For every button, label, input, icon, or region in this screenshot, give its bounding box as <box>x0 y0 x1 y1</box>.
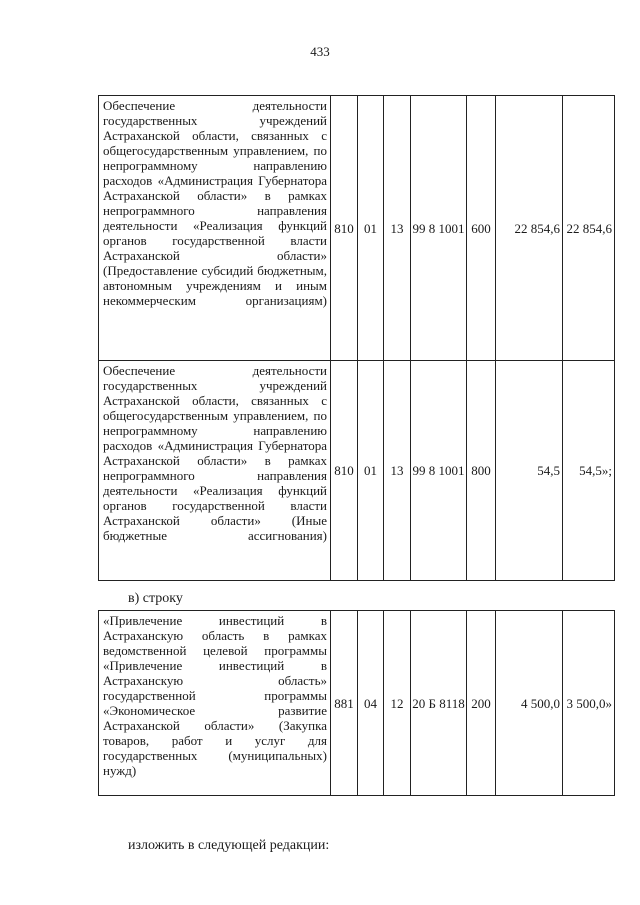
table-row <box>99 361 615 581</box>
target-article-code: 99 8 1001 <box>411 361 467 581</box>
expense-type-code: 600 <box>467 96 496 361</box>
amount-1: 22 854,6 <box>496 96 563 361</box>
budget-table-1 <box>98 95 615 581</box>
page-number: 433 <box>310 44 330 59</box>
budget-table-2 <box>98 610 615 796</box>
caption-new-wording: изложить в следующей редакции: <box>128 838 330 853</box>
amount-2: 22 854,6 <box>563 96 615 361</box>
expense-type-code: 800 <box>467 361 496 581</box>
amount-1: 4 500,0 <box>496 611 563 796</box>
target-article-code: 99 8 1001 <box>411 96 467 361</box>
ministry-code: 810 <box>331 96 358 361</box>
expense-type-code: 200 <box>467 611 496 796</box>
subsection-code: 13 <box>384 96 411 361</box>
ministry-code: 810 <box>331 361 358 581</box>
table-row <box>99 611 615 796</box>
target-article-code: 20 Б 8118 <box>411 611 467 796</box>
section-code: 01 <box>358 361 384 581</box>
amount-2: 54,5»; <box>563 361 615 581</box>
subsection-code: 12 <box>384 611 411 796</box>
row-description: «Привлечение инвестиций в Астраханскую область в рамках ведомственной целевой программы «Привлечение инвестиций в Астраханскую область» государственной программы «Экономическое развитие Астраханской области» (Закупка товаров, работ и услуг для государственных (муниципальных) нужд) <box>99 611 331 796</box>
amount-1: 54,5 <box>496 361 563 581</box>
amount-2: 3 500,0» <box>563 611 615 796</box>
section-code: 01 <box>358 96 384 361</box>
subsection-code: 13 <box>384 361 411 581</box>
table-row <box>99 96 615 361</box>
row-description: Обеспечение деятельности государственных учреждений Астраханской области, связанных с общегосударственным управлением, по непрограммному направлению расходов «Администрация Губернатора Астраханской области» в рамках непрограммного направления деятельности «Реализация функций органов государственной власти Астраханской области» (Иные бюджетные ассигнования) <box>99 361 331 581</box>
row-description: Обеспечение деятельности государственных учреждений Астраханской области, связанных с общегосударственным управлением, по непрограммному направлению расходов «Администрация Губернатора Астраханской области» в рамках непрограммного направления деятельности «Реализация функций органов государственной власти Астраханской области» (Предоставление субсидий бюджетным, автономным учреждениям и иным некоммерческим организациям) <box>99 96 331 361</box>
section-code: 04 <box>358 611 384 796</box>
caption-row-reference: в) строку <box>128 591 183 606</box>
ministry-code: 881 <box>331 611 358 796</box>
